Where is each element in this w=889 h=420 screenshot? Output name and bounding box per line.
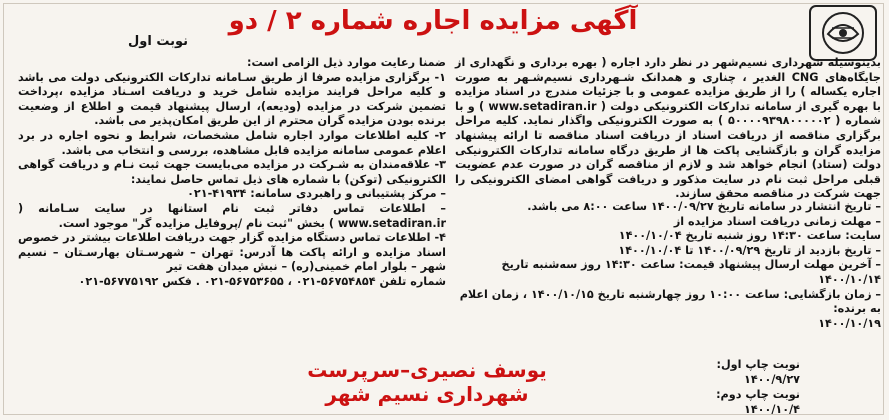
dates-list bbox=[455, 200, 881, 331]
notes-column bbox=[18, 56, 446, 290]
note-item: ۱- برگزاری مزایده صرفا از طریق سـامانه تدارکات الکترونیکی دولت می باشد و کلیه مراحل فرایند مزایده شامل خرید و دریافت اسـناد مزایده ،پرداخت تضمین شرکت در مزایده (ودیعه)، ارسال پیشنهاد قیمت و اطلاع از وضعیت برنده بودن مزایده گران محترم از این طریق امکان‌پذیر می باشد. bbox=[18, 70, 446, 128]
note-item: – اطلاعات تماس دفاتر ثبت نام استانها در سایت سـامانه ( www.setadiran.ir ) بخش "ثبت نام /پروفایل مزایده گر" موجود است. bbox=[18, 201, 446, 230]
note-item: ۳- علاقه‌مندان به شـرکت در مزایده می‌بایست جهت ثبت نـام و دریافت گواهی الکترونیکی (توکن) با شماره های ذیل تماس حاصل نمایند: bbox=[18, 158, 446, 186]
round-label: نوبت اول bbox=[128, 34, 189, 49]
note-item: ۴- اطلاعات تماس دستگاه مزایده گزار جهت دریافت اطلاعات بیشتر در خصوص اسناد مزایده و ارائه پاکت ها آدرس: تهران – شهرسـتان بهارسـتان – نسیم شهر – بلوار امام خمینی(ره) – نبش میدان هفت تیر bbox=[18, 231, 446, 274]
print-dates bbox=[690, 357, 800, 417]
date-item: – زمان بازگشایی: ساعت ۱۰:۰۰ روز چهارشنبه تاریخ ۱۴۰۰/۱۰/۱۵ ، زمان اعلام به برنده: bbox=[459, 287, 881, 316]
note-item: – مرکز پشتیبانی و راهبردی سامانه: ۴۱۹۳۴-۰۲۱ bbox=[187, 187, 446, 201]
signature: یوسف نصیری–سرپرست شهرداری نسیم شهر bbox=[307, 358, 547, 406]
date-item: سایت: ساعت ۱۴:۳۰ روز شنبه تاریخ ۱۴۰۰/۱۰/۰۴ bbox=[618, 229, 881, 243]
print-date-first: نوبت چاپ اول: ۱۴۰۰/۹/۲۷ bbox=[716, 358, 800, 386]
date-item: ۱۴۰۰/۱۰/۱۹ bbox=[818, 316, 881, 330]
date-item: – تاریخ بازدید از تاریخ ۱۴۰۰/۰۹/۲۹ تا ۱۴۰۰/۱۰/۰۴ bbox=[618, 243, 881, 257]
notes-heading: ضمنا رعایت موارد ذیل الزامی است: bbox=[247, 56, 446, 69]
ad-title: آگهی مزایده اجاره شماره ۲ / دو bbox=[228, 6, 638, 36]
date-item: – تاریخ انتشار در سامانه تاریخ ۱۴۰۰/۰۹/۲۷ ساعت ۸:۰۰ می باشد. bbox=[527, 200, 881, 213]
print-date-second: نوبت چاپ دوم: ۱۴۰۰/۱۰/۴ bbox=[716, 388, 800, 416]
intro-text: بدینوسیله شهرداری نسیم‌شهر در نظر دارد اجاره ( بهره برداری و نگهداری از جایگاه‌های CNG الغدیر ، چناری و همدانک شـهرداری نسیم‌شـهر به صورت اجاره یکساله ) را از طریق مزایده عمومی و با جزئیات مندرج در اسناد مزایده با بهره گیری از سامانه تدارکات الکترونیکی دولت ( www.setadiran.ir ) و با شماره ( ۵۰۰۰۰۹۳۹۸۰۰۰۰۰۲ ) به صورت الکترونیکی واگذار نماید. کلیه مراحل برگزاری مناقصه از دریافت اسناد از دریافت اسناد مناقصه تا ارائه پیشنهاد مزایده گران و بازگشایی پاکت ها از طریق درگاه سامانه تدارکات الکترونیکی دولت (ستاد) انجام خواهد شد و لازم از مناقصه گران در صورت عدم عضویت قبلی مراحل ثبت نام در سایت مذکور و دریافت گواهی امضای الکترونیکی را جهت شرکت در مناقصه محقق سازند. bbox=[455, 56, 882, 201]
date-item: – آخرین مهلت ارسال پیشنهاد قیمت: ساعت ۱۴:۳۰ روز سه‌شنبه تاریخ ۱۴۰۰/۱۰/۱۴ bbox=[501, 258, 881, 286]
municipality-logo-icon bbox=[806, 4, 880, 64]
date-item: – مهلت زمانی دریافت اسناد مزایده از bbox=[673, 214, 881, 228]
intro-paragraph bbox=[455, 56, 881, 202]
note-item: ۲- کلیه اطلاعات موارد اجاره شامل مشخصات، شرایط و نحوه اجاره در برد اعلام عمومی سامانه مزایده قابل مشاهده، بررسی و انتخاب می باشد. bbox=[18, 128, 446, 157]
note-item: شماره تلفن ۵۶۷۵۴۸۵۴-۰۲۱ ، ۵۶۷۵۳۶۵۵-۰۲۱ . فکس ۵۶۷۷۵۱۹۲-۰۲۱ bbox=[78, 274, 446, 288]
